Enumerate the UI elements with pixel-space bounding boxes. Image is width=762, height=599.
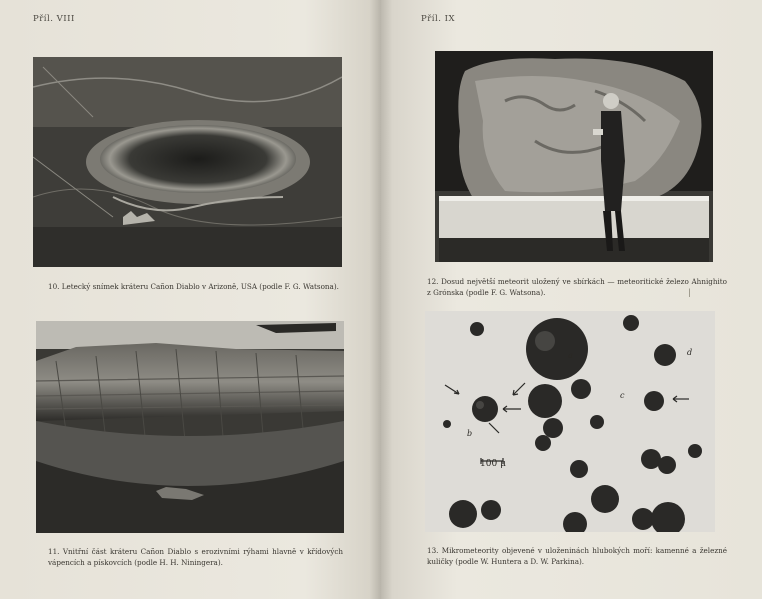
- figure-caption: 12. Dosud největší meteorit uložený ve sbírkách — meteoritické železo Ahnighito z Grónska (podle F. G. Watsona).: [427, 277, 727, 297]
- crater-interior-photo: [36, 321, 344, 533]
- label-c: c: [620, 391, 625, 400]
- crater-aerial-photo: [33, 57, 342, 267]
- right-page: [381, 0, 762, 599]
- page-header: Příl. IX: [421, 14, 456, 24]
- page-mark: |: [688, 288, 691, 297]
- label-d: d: [687, 348, 693, 357]
- scale-label: 100 μ: [480, 459, 506, 469]
- label-a: a: [568, 351, 573, 360]
- figure-caption: 10. Letecký snímek kráteru Cañon Diablo v Arizoně, USA (podle F. G. Watsona).: [48, 282, 339, 291]
- meteorite-photo: [435, 51, 713, 262]
- micrometeorites-photo: [425, 311, 715, 532]
- page-header: Příl. VIII: [33, 14, 75, 24]
- figure-caption: 11. Vnitřní část kráteru Cañon Diablo s erozivními rýhami hlavně v křídových vápencích a pískovcích (podle H. H. Niningera).: [48, 547, 343, 567]
- figure-caption: 13. Mikrometeority objevené v uloženinách hlubokých moří: kamenné a železné kuličky (podle W. Huntera a D. W. Parkina).: [427, 546, 727, 566]
- label-b: b: [467, 429, 473, 438]
